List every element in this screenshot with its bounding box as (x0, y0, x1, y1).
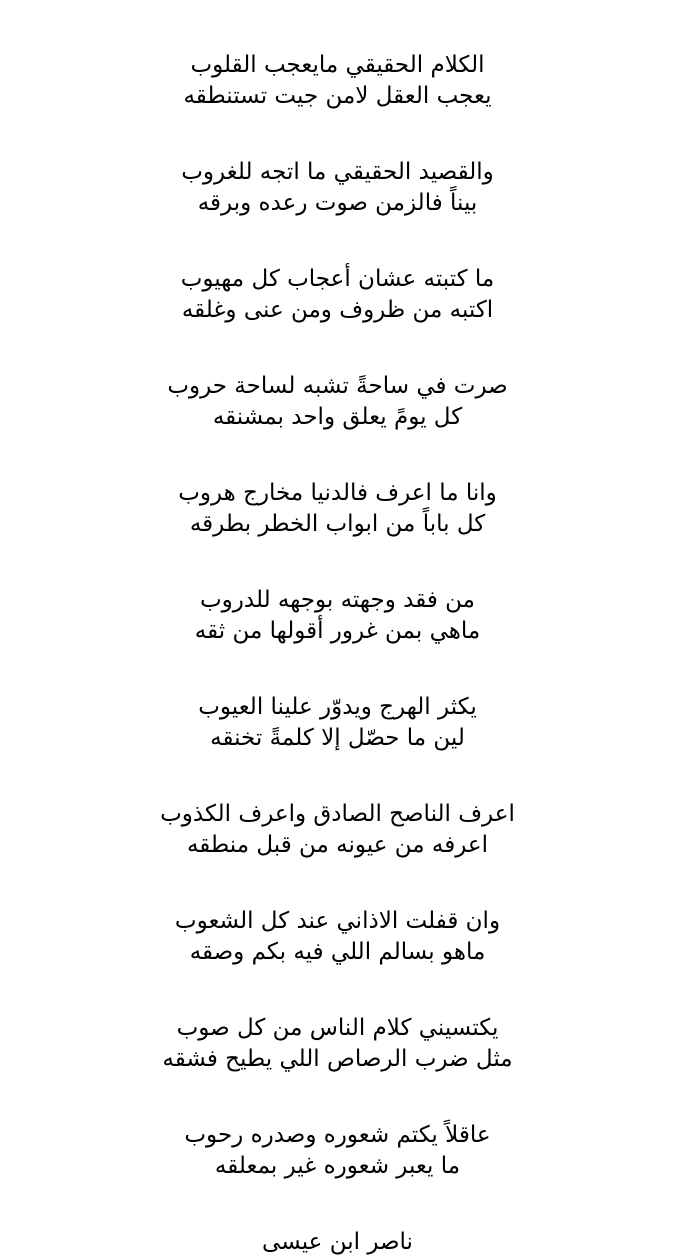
verse-line: ما كتبته عشان أعجاب كل مهيوب (180, 266, 495, 292)
verse-line: يكثر الهرج ويدوّر علينا العيوب (198, 694, 477, 720)
verse-line: بيناً فالزمن صوت رعده وبرقه (197, 190, 478, 216)
verse-line: من فقد وجهته بوجهه للدروب (200, 587, 475, 613)
verse-line: مثل ضرب الرصاص اللي يطيح فشقه (162, 1046, 513, 1072)
verse-line: يكتسيني كلام الناس من كل صوب (176, 1015, 499, 1041)
verse-line: وانا ما اعرف فالدنيا مخارج هروب (178, 480, 497, 506)
stanza (0, 1120, 675, 1182)
verse-line: وان قفلت الاذاني عند كل الشعوب (174, 908, 501, 934)
verse-line: اعرف الناصح الصادق واعرف الكذوب (160, 801, 515, 827)
stanza (0, 799, 675, 861)
poem (0, 50, 675, 1258)
poet-signature: ناصر ابن عيسى (262, 1229, 413, 1255)
verse-line: ما يعبر شعوره غير بمعلقه (214, 1153, 461, 1179)
stanza (0, 1013, 675, 1075)
verse-line: عاقلاً يكتم شعوره وصدره رحوب (184, 1122, 491, 1148)
verse-line: كل باباً من ابواب الخطر بطرقه (189, 511, 486, 537)
verse-line: كل يومً يعلق واحد بمشنقه (212, 404, 463, 430)
stanza (0, 371, 675, 433)
stanza (0, 478, 675, 540)
stanza (0, 692, 675, 754)
verse-line: اعرفه من عيونه من قبل منطقه (186, 832, 489, 858)
stanza (0, 264, 675, 326)
verse-line: والقصيد الحقيقي ما اتجه للغروب (181, 159, 494, 185)
verse-line: صرت في ساحةً تشبه لساحة حروب (167, 373, 508, 399)
verse-line: الكلام الحقيقي مايعجب القلوب (190, 52, 485, 78)
verse-line: ماهو بسالم اللي فيه بكم وصقه (189, 939, 486, 965)
verse-line: اكتبه من ظروف ومن عنى وغلقه (181, 297, 494, 323)
stanza (0, 585, 675, 647)
verse-line: يعجب العقل لامن جيت تستنطقه (183, 83, 492, 109)
verse-line: لين ما حصّل إلا كلمةً تخنقه (210, 725, 465, 751)
verse-line: ماهي بمن غرور أقولها من ثقه (194, 618, 481, 644)
stanza (0, 906, 675, 968)
stanza (0, 50, 675, 112)
stanza (0, 157, 675, 219)
